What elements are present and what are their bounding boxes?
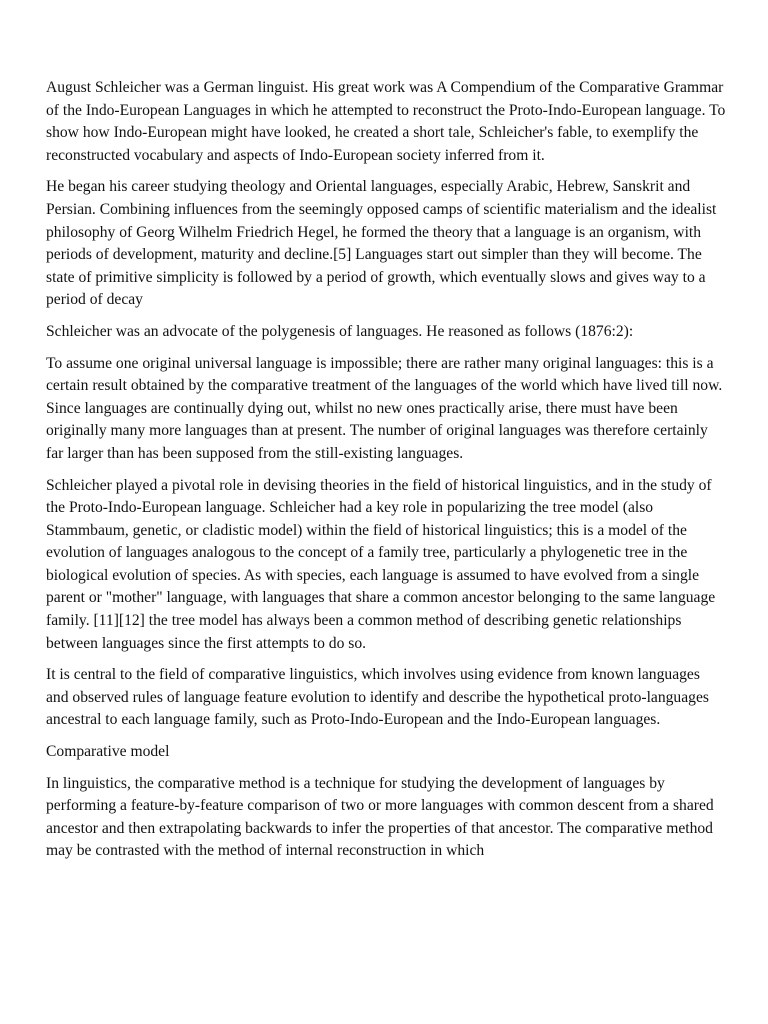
paragraph-comparative-method: In linguistics, the comparative method is a technique for studying the development of languages by performing a feature-by-feature comparison of two or more languages with common descent from a shared ancestor and then extrapolating backwards to infer the properties of that ancestor. The comparative method may be contrasted with the method of internal reconstruction in which [46, 774, 714, 860]
paragraph-quote: To assume one original universal language is impossible; there are rather many original languages: this is a certain result obtained by the comparative treatment of the languages of the world which have lived till now. Since languages are continually dying out, whilst no new ones practically arise, there must have been originally many more languages than at present. The number of original languages was therefore certainly far larger than has been supposed from the still-existing languages. [46, 354, 723, 462]
paragraph-tree-model: Schleicher played a pivotal role in devising theories in the field of historical linguistics, and in the study of the Proto-Indo-European language. Schleicher had a key role in popularizing the tree model (also Stammbaum, genetic, or cladistic model) within the field of historical linguistics; this is a model of the evolution of languages analogous to the concept of a family tree, particularly a phylogenetic tree in the biological evolution of species. As with species, each language is assumed to have evolved from a single parent or "mother" language, with languages that share a common ancestor belonging to the same language family. [11][12] the tree model has always been a common method of describing genetic relationships between languages since the first attempts to do so. [46, 476, 716, 652]
document-page [46, 77, 726, 872]
section-heading-comparative-model: Comparative model [46, 743, 170, 761]
paragraph-career: He began his career studying theology and Oriental languages, especially Arabic, Hebrew, Sanskrit and Persian. Combining influences from the seemingly opposed camps of scientific materialism and the idealist philosophy of Georg Wilhelm Friedrich Hegel, he formed the theory that a language is an organism, with periods of development, maturity and decline.[5] Languages start out simpler than they will become. The state of primitive simplicity is followed by a period of growth, which eventually slows and gives way to a period of decay [46, 178, 717, 309]
paragraph-schleicher-intro: August Schleicher was a German linguist. His great work was A Compendium of the Comparative Grammar of the Indo-European Languages in which he attempted to reconstruct the Proto-Indo-European language. To show how Indo-European might have looked, he created a short tale, Schleicher's fable, to exemplify the reconstructed vocabulary and aspects of Indo-European society inferred from it. [46, 79, 726, 164]
paragraph-polygenesis: Schleicher was an advocate of the polygenesis of languages. He reasoned as follows (1876:2): [46, 322, 634, 340]
paragraph-comparative-linguistics: It is central to the field of comparative linguistics, which involves using evidence from known languages and observed rules of language feature evolution to identify and describe the hypothetical proto-languages ancestral to each language family, such as Proto-Indo-European and the Indo-European languages. [46, 666, 709, 729]
